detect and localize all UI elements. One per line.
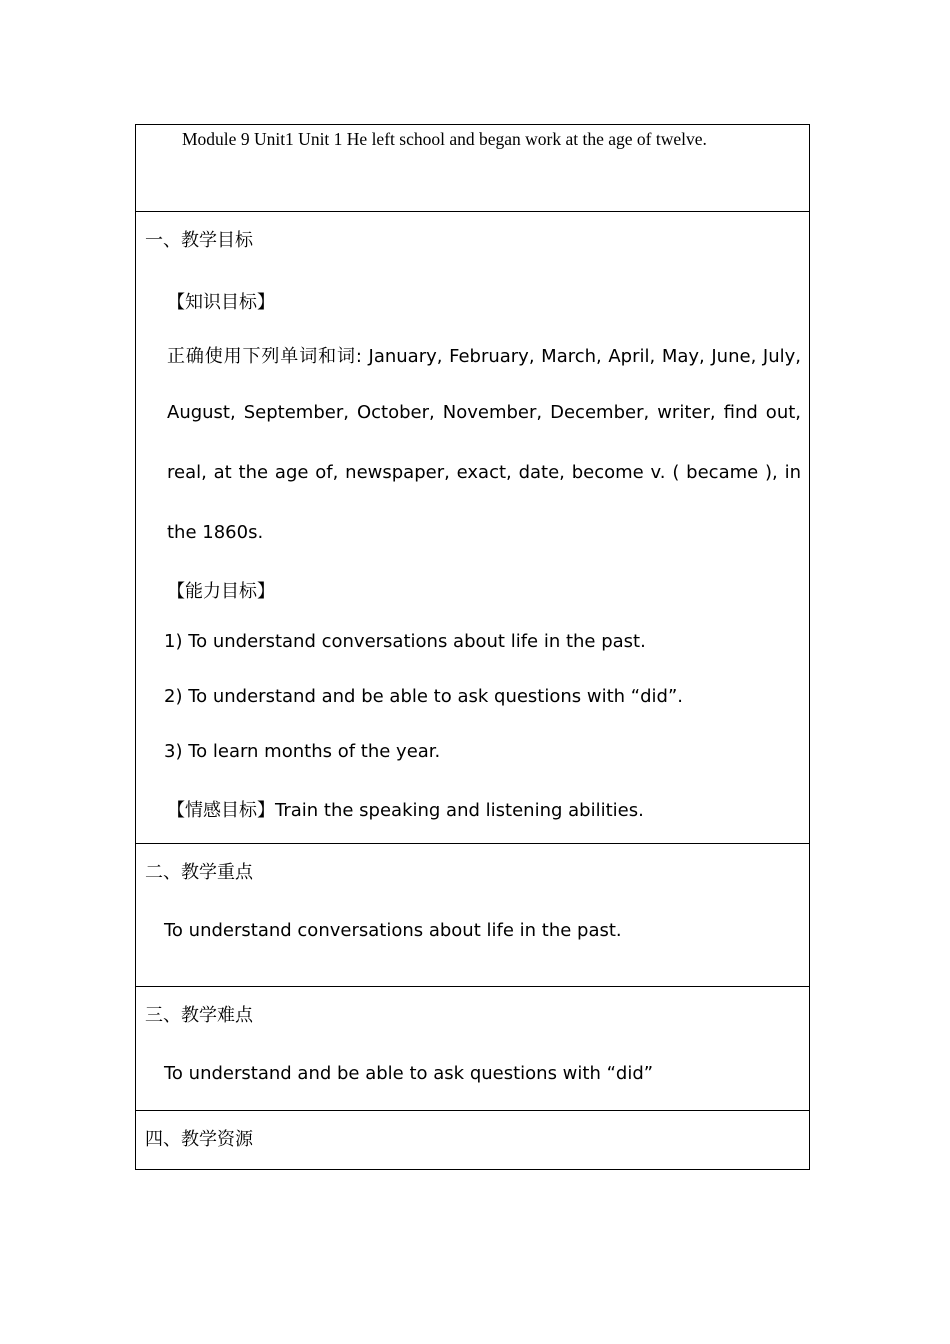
ability-item-2: 2) To understand and be able to ask questions with “did”. — [164, 686, 684, 707]
teaching-resources-row — [136, 1110, 809, 1170]
vocab-line-1: 正确使用下列单词和词: January, February, March, April, May, June, July, — [167, 346, 801, 367]
lesson-plan-table — [135, 124, 810, 1170]
ability-item-3: 3) To learn months of the year. — [164, 741, 441, 762]
teaching-resources-heading: 四、教学资源 — [145, 1129, 253, 1150]
vocab-line-3: real, at the age of, newspaper, exact, date, become v. ( became ), in — [167, 462, 801, 483]
ability-objectives-label: 【能力目标】 — [167, 581, 275, 602]
teaching-objectives-heading: 一、教学目标 — [145, 230, 253, 251]
difficult-points-heading: 三、教学难点 — [145, 1005, 253, 1026]
ability-item-1: 1) To understand conversations about life in the past. — [164, 631, 646, 652]
knowledge-objectives-label: 【知识目标】 — [167, 292, 275, 313]
title-row — [136, 125, 809, 211]
emotion-objectives-text: 【情感目标】Train the speaking and listening abilities. — [167, 800, 644, 821]
vocab-line-4: the 1860s. — [167, 522, 264, 543]
lesson-title: Module 9 Unit1 Unit 1 He left school and began work at the age of twelve. — [182, 129, 707, 149]
key-points-text: To understand conversations about life in the past. — [164, 920, 622, 941]
difficult-points-row — [136, 986, 809, 1110]
key-points-heading: 二、教学重点 — [145, 862, 253, 883]
difficult-points-text: To understand and be able to ask questions with “did” — [164, 1063, 654, 1084]
teaching-objectives-row — [136, 211, 809, 843]
vocab-line-2: August, September, October, November, December, writer, find out, — [167, 402, 801, 423]
key-points-row — [136, 843, 809, 986]
